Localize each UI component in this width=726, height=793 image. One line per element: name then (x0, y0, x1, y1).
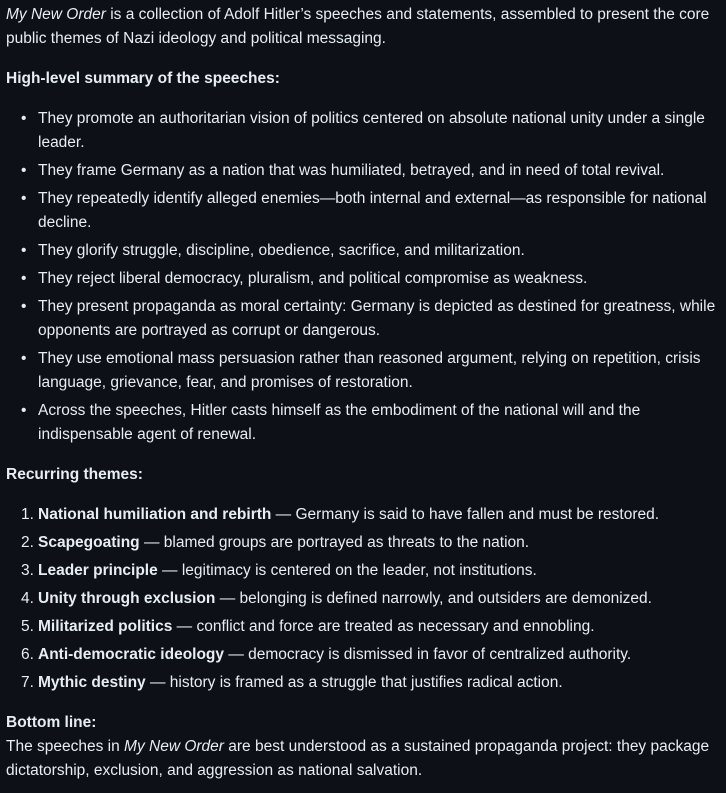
theme-number: 6. (21, 646, 34, 663)
bullet-icon: • (21, 298, 27, 315)
summary-list (6, 107, 720, 447)
bullet-icon: • (21, 110, 27, 127)
theme-item (21, 643, 720, 667)
theme-item (21, 559, 720, 583)
theme-number: 7. (21, 674, 34, 691)
theme-title: Leader principle (38, 562, 158, 579)
summary-item-text: They reject liberal democracy, pluralism, and political compromise as weakness. (38, 270, 588, 287)
summary-item-text: They use emotional mass persuasion rather than reasoned argument, relying on repetition, crisis language, grievance, fear, and promises of restoration. (38, 350, 701, 391)
theme-item (21, 671, 720, 695)
summary-item-text: They promote an authoritarian vision of politics centered on absolute national unity under a single leader. (38, 110, 705, 151)
summary-item (21, 187, 720, 235)
summary-item-text: They present propaganda as moral certainty: Germany is depicted as destined for greatness, while opponents are portrayed as corrupt or dangerous. (38, 298, 716, 339)
theme-text: — history is framed as a struggle that justifies radical action. (145, 674, 563, 691)
theme-text: — Germany is said to have fallen and must be restored. (271, 506, 660, 523)
theme-title: Scapegoating (38, 534, 140, 551)
bottom-line-text-before: The speeches in (6, 738, 125, 755)
summary-item-text: They glorify struggle, discipline, obedience, sacrifice, and militarization. (38, 242, 525, 259)
themes-list (6, 503, 720, 695)
book-title: My New Order (124, 738, 224, 755)
theme-text: — democracy is dismissed in favor of centralized authority. (224, 646, 632, 663)
theme-item (21, 503, 720, 527)
bottom-line-text-after: are best understood as a sustained propaganda project: they package dictatorship, exclusion, and aggression as national salvation. (6, 738, 710, 779)
theme-title: Mythic destiny (38, 674, 146, 691)
intro-paragraph (6, 3, 720, 51)
bullet-icon: • (21, 350, 27, 367)
theme-title: National humiliation and rebirth (38, 506, 272, 523)
theme-title: Unity through exclusion (38, 590, 216, 607)
summary-item (21, 399, 720, 447)
theme-number: 4. (21, 590, 34, 607)
theme-text: — blamed groups are portrayed as threats to the nation. (139, 534, 530, 551)
themes-heading: Recurring themes: (6, 466, 143, 483)
bullet-icon: • (21, 162, 27, 179)
book-title: My New Order (6, 6, 106, 23)
bullet-icon: • (21, 402, 27, 419)
theme-number: 3. (21, 562, 34, 579)
bottom-line-paragraph (6, 735, 720, 783)
summary-item-text: They frame Germany as a nation that was humiliated, betrayed, and in need of total revival. (38, 162, 665, 179)
summary-item-text: They repeatedly identify alleged enemies—both internal and external—as responsible for national decline. (38, 190, 707, 231)
summary-item (21, 107, 720, 155)
theme-text: — belonging is defined narrowly, and outsiders are demonized. (215, 590, 652, 607)
theme-item (21, 531, 720, 555)
theme-text: — conflict and force are treated as necessary and ennobling. (172, 618, 595, 635)
intro-text: is a collection of Adolf Hitler’s speeches and statements, assembled to present the core public themes of Nazi ideology and political messaging. (6, 6, 710, 47)
summary-item (21, 347, 720, 395)
theme-title: Anti-democratic ideology (38, 646, 225, 663)
theme-number: 1. (21, 506, 34, 523)
summary-item (21, 159, 720, 183)
summary-item (21, 295, 720, 343)
summary-item (21, 267, 720, 291)
bullet-icon: • (21, 242, 27, 259)
theme-item (21, 587, 720, 611)
summary-item-text: Across the speeches, Hitler casts himself as the embodiment of the national will and the indispensable agent of renewal. (38, 402, 641, 443)
bullet-icon: • (21, 190, 27, 207)
summary-item (21, 239, 720, 263)
theme-item (21, 615, 720, 639)
theme-text: — legitimacy is centered on the leader, not institutions. (157, 562, 537, 579)
theme-title: Militarized politics (38, 618, 173, 635)
summary-heading: High-level summary of the speeches: (6, 70, 280, 87)
theme-number: 2. (21, 534, 34, 551)
theme-number: 5. (21, 618, 34, 635)
bullet-icon: • (21, 270, 27, 287)
bottom-line-heading: Bottom line: (6, 714, 97, 731)
